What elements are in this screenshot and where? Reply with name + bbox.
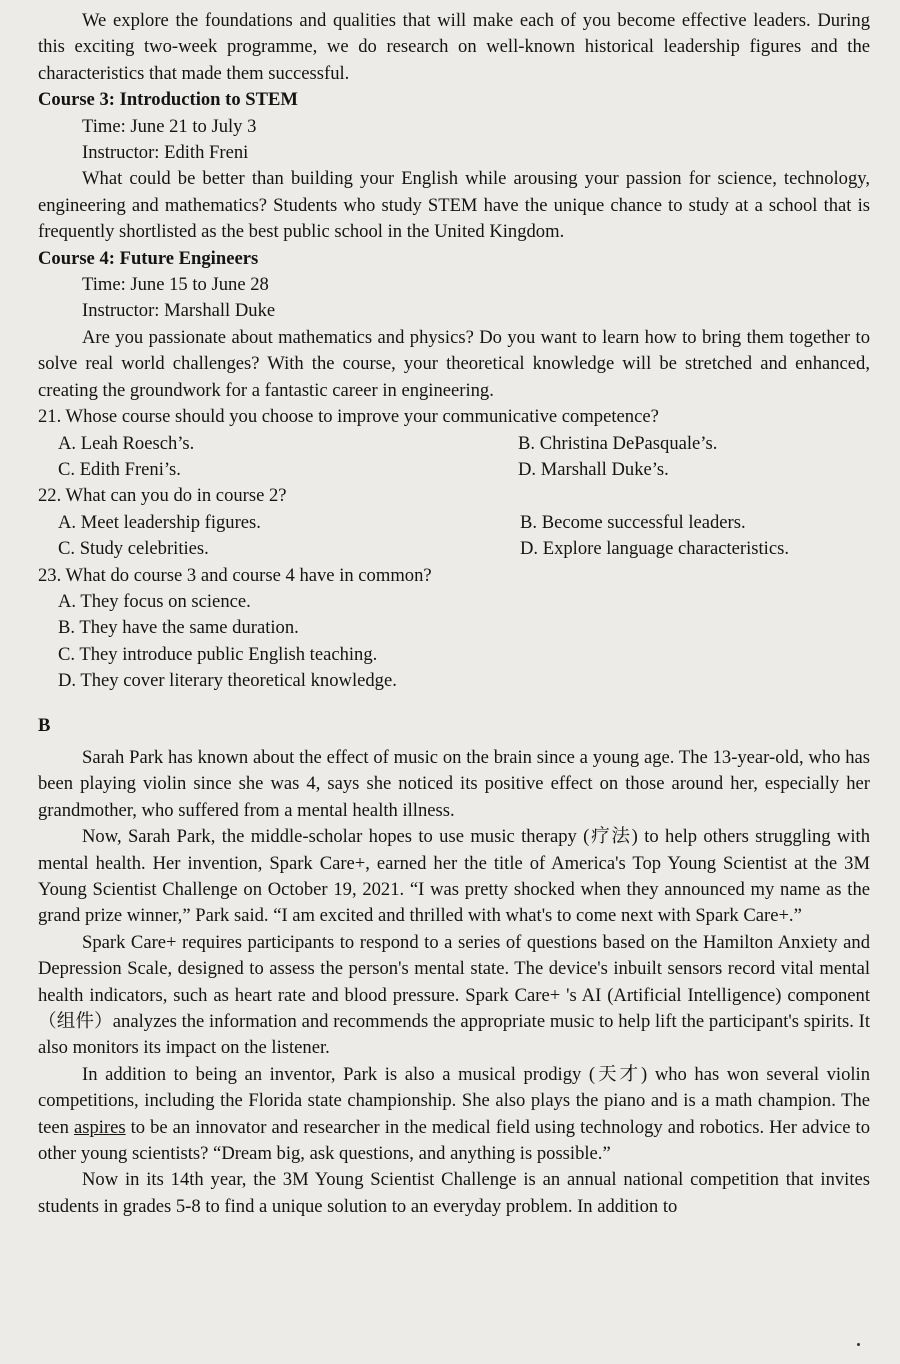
option-21-c: C. Edith Freni’s.	[58, 458, 181, 480]
course4-description: Are you passionate about mathematics and physics? Do you want to learn how to bring them together to solve real world challenges? With the course, your theoretical knowledge will be stretched and enhanced, creating the groundwork for a fantastic career in engineering.	[38, 326, 870, 401]
underlined-word-aspires: aspires	[73, 1116, 126, 1138]
option-22-b: B. Become successful leaders.	[520, 511, 746, 533]
course3-time: Time: June 21 to July 3	[82, 115, 257, 137]
course3-instructor: Instructor: Edith Freni	[82, 142, 249, 164]
passage-b-paragraph-2: Now, Sarah Park, the middle-scholar hopes to use music therapy (疗法) to help others struggling with mental health. Her invention, Spark Care+, earned her the title of America's Top Young Scientist at the 3M Young Scientist Challenge on October 19, 2021. “I was pretty shocked when they announced my name as the grand prize winner,” Park said. “I am excited and thrilled with what's to come next with Spark Care+.”	[38, 826, 870, 927]
question-21-stem: 21. Whose course should you choose to improve your communicative competence?	[38, 406, 659, 428]
option-23-b: B. They have the same duration.	[58, 617, 299, 639]
course3-description: What could be better than building your English while arousing your passion for science, technology, engineering and mathematics? Students who study STEM have the unique chance to study at a school that is frequently shortlisted as the best public school in the United Kingdom.	[38, 168, 870, 243]
question-22-options	[38, 510, 870, 563]
option-22-d: D. Explore language characteristics.	[520, 538, 789, 560]
question-21-options	[38, 431, 870, 484]
option-21-a: A. Leah Roesch’s.	[58, 432, 195, 454]
question-22-stem: 22. What can you do in course 2?	[38, 485, 287, 507]
option-23-d: D. They cover literary theoretical knowledge.	[58, 670, 397, 692]
section-b-mark: B	[38, 714, 51, 736]
scan-speck	[857, 1343, 860, 1346]
option-22-c: C. Study celebrities.	[58, 538, 209, 560]
passage-b-paragraph-1: Sarah Park has known about the effect of music on the brain since a young age. The 13-year-old, who has been playing violin since she was 4, says she noticed its positive effect on those around her, especially her grandmother, who suffered from a mental health illness.	[38, 746, 870, 821]
course3-heading: Course 3: Introduction to STEM	[38, 89, 298, 111]
question-23-options	[38, 589, 870, 695]
course4-time: Time: June 15 to June 28	[82, 274, 269, 296]
passage-b-paragraph-3: Spark Care+ requires participants to respond to a series of questions based on the Hamilton Anxiety and Depression Scale, designed to assess the person's mental state. The device's inbuilt sensors record vital mental health indicators, such as heart rate and blood pressure. Spark Care+ 's AI (Artificial Intelligence) component （组件）analyzes the information and recommends the appropriate music to help lift the participant's spirits. It also monitors its impact on the listener.	[38, 931, 870, 1059]
paragraph-4-text-after: to be an innovator and researcher in the medical field using technology and robotics. Her advice to other young scientists? “Dream big, ask questions, and anything is possible.”	[38, 1116, 870, 1165]
course4-heading: Course 4: Future Engineers	[38, 247, 259, 269]
passage-b-paragraph-4	[38, 1062, 870, 1168]
document-page	[38, 8, 870, 1220]
option-23-a: A. They focus on science.	[58, 590, 251, 612]
option-23-c: C. They introduce public English teaching.	[58, 643, 378, 665]
option-22-a: A. Meet leadership figures.	[58, 511, 261, 533]
course4-instructor: Instructor: Marshall Duke	[82, 300, 276, 322]
passage-b-paragraph-5: Now in its 14th year, the 3M Young Scientist Challenge is an annual national competition that invites students in grades 5-8 to find a unique solution to an everyday problem. In addition to	[38, 1169, 870, 1217]
course2-description: We explore the foundations and qualities that will make each of you become effective leaders. During this exciting two-week programme, we do research on well-known historical leadership figures and the characteristics that made them successful.	[38, 10, 870, 84]
paragraph-4-text-before: In addition to being an inventor, Park is also a musical prodigy (天才) who has won several violin competitions, including the Florida state championship. She also plays the piano and is a math champion. The teen	[38, 1063, 870, 1138]
option-21-b: B. Christina DePasquale’s.	[518, 432, 718, 454]
question-23-stem: 23. What do course 3 and course 4 have in common?	[38, 564, 432, 586]
option-21-d: D. Marshall Duke’s.	[518, 458, 669, 480]
